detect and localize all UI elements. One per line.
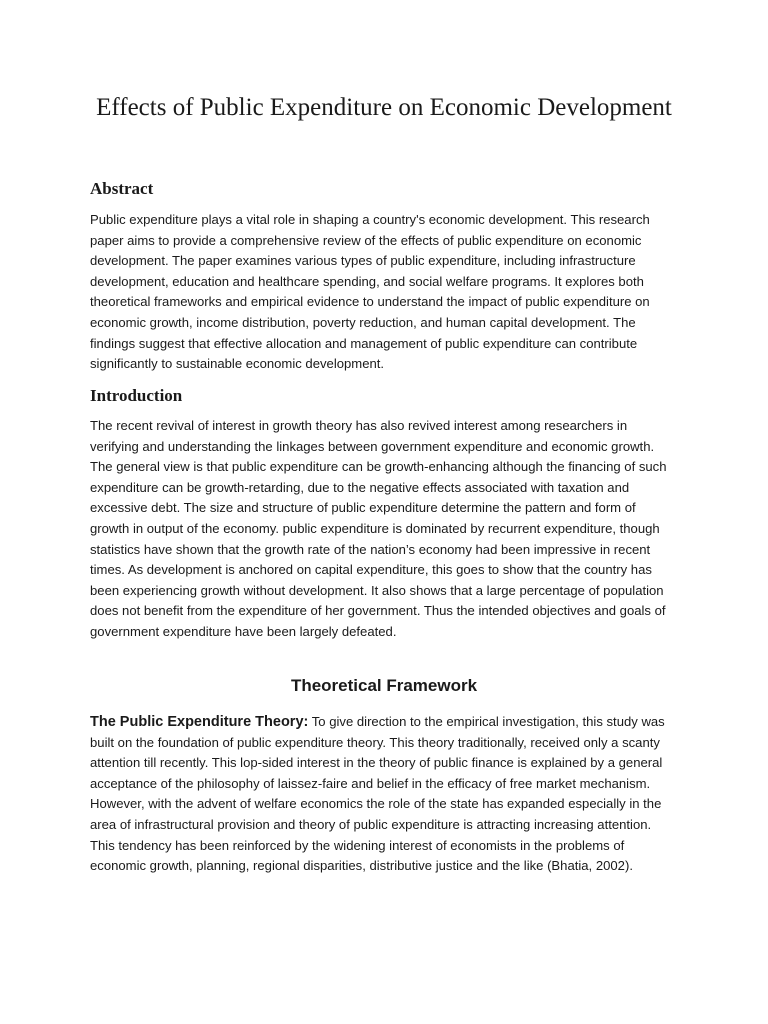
document-title: Effects of Public Expenditure on Economic Development: [96, 94, 672, 121]
public-expenditure-theory-subheading: The Public Expenditure Theory:: [90, 714, 309, 730]
abstract-paragraph: Public expenditure plays a vital role in shaping a country's economic development. This research paper aims to provide a comprehensive review of the effects of public expenditure on economic development. The paper examines various types of public expenditure, including infrastructure development, education and healthcare spending, and social welfare programs. It explores both theoretical frameworks and empirical evidence to understand the impact of public expenditure on economic growth, income distribution, poverty reduction, and human capital development. The findings suggest that effective allocation and management of public expenditure can contribute significantly to sustainable economic development.: [90, 212, 650, 372]
abstract-heading: Abstract: [90, 179, 154, 198]
theoretical-framework-heading: Theoretical Framework: [290, 676, 478, 695]
introduction-heading: Introduction: [90, 386, 183, 405]
theoretical-framework-text: To give direction to the empirical investigation, this study was built on the foundation of public expenditure theory. This theory traditionally, received only a scanty attention till recently. This lop-sided interest in the theory of public finance is explained by a general acceptance of the philosophy of laissez-faire and belief in the efficacy of free market mechanism. However, with the advent of welfare economics the role of the state has expanded especially in the area of infrastructural provision and theory of public expenditure is attracting increasing attention. This tendency has been reinforced by the widening interest of economists in the problems of economic growth, planning, regional disparities, distributive justice and the like (Bhatia, 2002).: [90, 714, 665, 874]
theoretical-framework-paragraph: [90, 712, 675, 877]
introduction-paragraph: The recent revival of interest in growth theory has also revived interest among researchers in verifying and understanding the linkages between government expenditure and economic growth. The general view is that public expenditure can be growth-enhancing although the financing of such expenditure can be growth-retarding, due to the negative effects associated with taxation and excessive debt. The size and structure of public expenditure determine the pattern and form of growth in output of the economy. public expenditure is dominated by recurrent expenditure, though statistics have shown that the growth rate of the nation’s economy had been impressive in recent times. As development is anchored on capital expenditure, this goes to show that the country has been experiencing growth without development. It also shows that a large percentage of population does not benefit from the expenditure of her government. Thus the intended objectives and goals of government expenditure have been largely defeated.: [90, 418, 667, 639]
